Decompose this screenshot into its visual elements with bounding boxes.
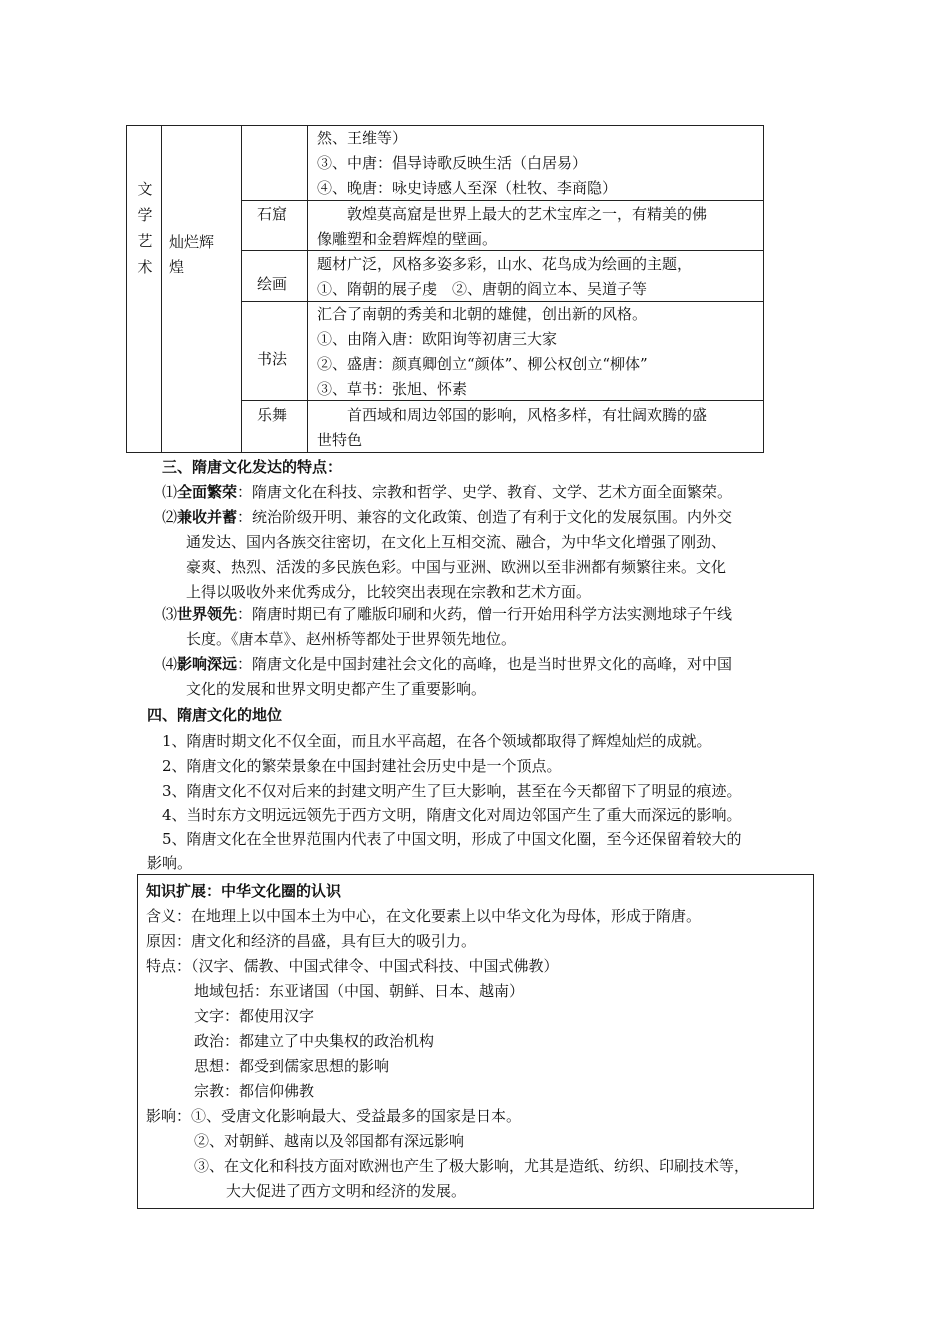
knowledge-line: 含义：在地理上以中国本土为中心，在文化要素上以中华文化为母体，形成于隋唐。	[146, 907, 702, 925]
section-heading-features: 三、隋唐文化发达的特点：	[162, 458, 343, 476]
cell-line: ④、晚唐：咏史诗感人至深（杜牧、李商隐）	[317, 179, 618, 197]
feature-key: 全面繁荣	[177, 483, 238, 501]
status-item: 4、当时东方文明远远领先于西方文明，隋唐文化对周边邻国产生了重大而深远的影响。	[162, 806, 742, 824]
table-row-music-dance	[317, 403, 707, 453]
knowledge-line: 文字：都使用汉字	[194, 1007, 315, 1025]
feature-text: 文化的发展和世界文明史都产生了重要影响。	[186, 680, 487, 698]
feature-text: 豪爽、热烈、活泼的多民族色彩。中国与亚洲、欧洲以至非洲都有频繁往来。文化	[186, 558, 727, 576]
knowledge-line: 政治：都建立了中央集权的政治机构	[194, 1032, 435, 1050]
table-row-calligraphy	[317, 302, 648, 402]
cell-line: ②、盛唐：颜真卿创立“颜体”、柳公权创立“柳体”	[317, 355, 648, 373]
category-char: 术	[137, 258, 153, 276]
feature-text: ：隋唐文化在科技、宗教和哲学、史学、教育、文学、艺术方面全面繁荣。	[237, 483, 733, 501]
feature-text: 通发达、国内各族交往密切，在文化上互相交流、融合，为中华文化增强了刚劲、	[186, 533, 727, 551]
status-item: 3、隋唐文化不仅对后来的封建文明产生了巨大影响，甚至在今天都留下了明显的痕迹。	[162, 782, 742, 800]
summary-line: 灿烂辉	[169, 233, 215, 251]
feature-key: 影响深远	[177, 655, 238, 673]
knowledge-line: 思想：都受到儒家思想的影响	[194, 1057, 390, 1075]
cell-line: ①、由隋入唐：欧阳询等初唐三大家	[317, 330, 558, 348]
knowledge-title: 知识扩展：中华文化圈的认识	[146, 882, 342, 900]
table-divider	[161, 126, 162, 452]
section-heading-status: 四、隋唐文化的地位	[147, 706, 283, 724]
feature-key: 兼收并蓄	[177, 508, 238, 526]
row-label: 石窟	[257, 205, 288, 223]
cell-line: 题材广泛，风格多姿多彩，山水、花鸟成为绘画的主题，	[317, 255, 693, 273]
feature-num: ⑶	[162, 605, 178, 623]
row-label: 书法	[257, 350, 288, 368]
category-char: 文	[137, 180, 153, 198]
table-divider	[307, 126, 308, 452]
table-row-poetry	[317, 126, 617, 201]
cell-line: 像雕塑和金碧辉煌的壁画。	[317, 230, 498, 248]
table-category	[135, 176, 155, 280]
knowledge-line: ②、对朝鲜、越南以及邻国都有深远影响	[194, 1132, 465, 1150]
status-item: 2、隋唐文化的繁荣景象在中国封建社会历史中是一个顶点。	[162, 757, 562, 775]
table-divider	[241, 126, 242, 452]
feature-text: 长度。《唐本草》、赵州桥等都处于世界领先地位。	[186, 630, 517, 648]
knowledge-line: 大大促进了西方文明和经济的发展。	[226, 1182, 467, 1200]
cell-line: 然、王维等）	[317, 129, 408, 147]
table-row-painting	[317, 252, 692, 302]
feature-text: ：隋唐文化是中国封建社会文化的高峰，也是当时世界文化的高峰，对中国	[237, 655, 733, 673]
knowledge-line: 地域包括：东亚诸国（中国、朝鲜、日本、越南）	[194, 982, 525, 1000]
feature-num: ⑵	[162, 508, 178, 526]
status-item: 5、隋唐文化在全世界范围内代表了中国文明，形成了中国文化圈，至今还保留着较大的	[162, 830, 742, 848]
row-label: 绘画	[257, 275, 288, 293]
feature-key: 世界领先	[177, 605, 238, 623]
cell-line: 世特色	[317, 431, 363, 449]
knowledge-line: 影响：①、受唐文化影响最大、受益最多的国家是日本。	[146, 1107, 522, 1125]
cell-line: ③、中唐：倡导诗歌反映生活（白居易）	[317, 154, 588, 172]
cell-line: 敦煌莫高窟是世界上最大的艺术宝库之一，有精美的佛	[317, 205, 708, 223]
category-char: 艺	[137, 232, 153, 250]
row-label: 乐舞	[257, 406, 288, 424]
knowledge-line: 特点：（汉字、儒教、中国式律令、中国式科技、中国式佛教）	[146, 957, 559, 975]
feature-text: 上得以吸收外来优秀成分，比较突出表现在宗教和艺术方面。	[186, 583, 592, 601]
feature-num: ⑴	[162, 483, 178, 501]
feature-text: ：隋唐时期已有了雕版印刷和火药，僧一行开始用科学方法实测地球子午线	[237, 605, 733, 623]
culture-table	[126, 125, 764, 453]
summary-line: 煌	[169, 258, 185, 276]
feature-num: ⑷	[162, 655, 178, 673]
knowledge-box	[137, 874, 814, 1209]
table-row-grottoes	[317, 202, 707, 252]
cell-line: ①、隋朝的展子虔 ②、唐朝的阎立本、吴道子等	[317, 280, 648, 298]
cell-line: 汇合了南朝的秀美和北朝的雄健，创出新的风格。	[317, 305, 648, 323]
knowledge-line: 宗教：都信仰佛教	[194, 1082, 315, 1100]
cell-line: 首西域和周边邻国的影响，风格多样，有壮阔欢腾的盛	[317, 406, 708, 424]
status-item: 影响。	[147, 854, 193, 872]
knowledge-line: ③、在文化和科技方面对欧洲也产生了极大影响，尤其是造纸、纺织、印刷技术等，	[194, 1157, 750, 1175]
status-item: 1、隋唐时期文化不仅全面，而且水平高超，在各个领域都取得了辉煌灿烂的成就。	[162, 732, 712, 750]
feature-text: ：统治阶级开明、兼容的文化政策、创造了有利于文化的发展氛围。内外交	[237, 508, 733, 526]
table-summary	[169, 230, 214, 280]
category-char: 学	[137, 206, 153, 224]
cell-line: ③、草书：张旭、怀素	[317, 380, 468, 398]
knowledge-line: 原因：唐文化和经济的昌盛，具有巨大的吸引力。	[146, 932, 477, 950]
